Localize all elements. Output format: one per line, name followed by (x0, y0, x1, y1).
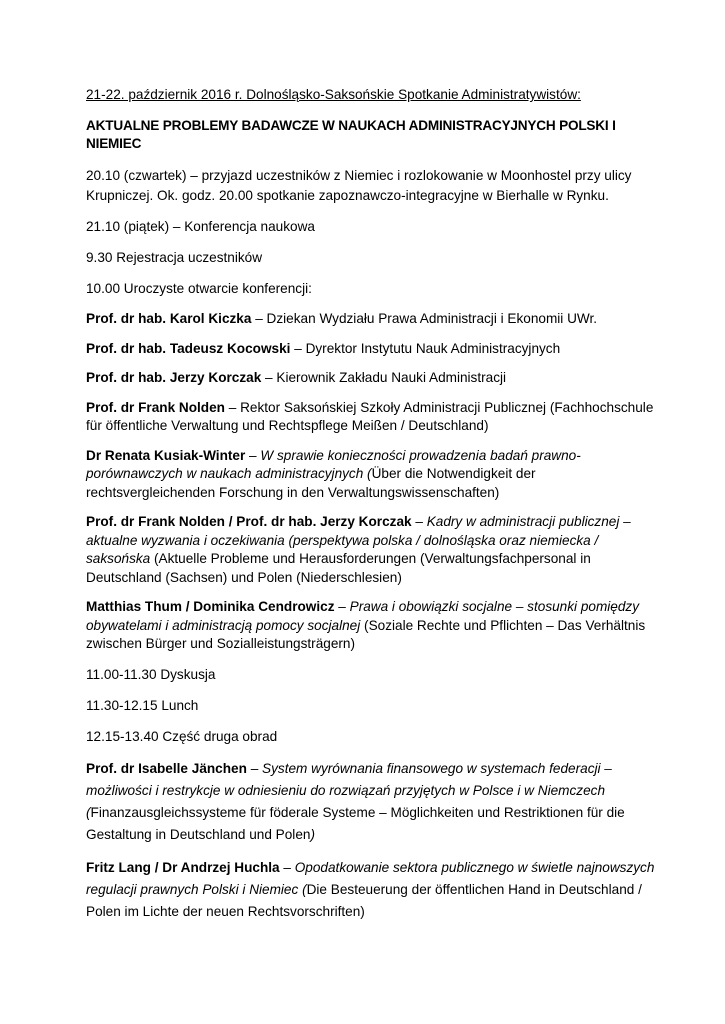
speaker-role: – Dyrektor Instytutu Nauk Administracyjnych (290, 340, 561, 356)
talk-author: Prof. dr Frank Nolden / Prof. dr hab. Jerzy Korczak (86, 514, 412, 529)
talk-dash: – (246, 760, 263, 776)
talk-dash: – (334, 599, 350, 614)
registration-line: 9.30 Rejestracja uczestników (86, 250, 263, 265)
arrival-paragraph: 20.10 (czwartek) – przyjazd uczestników z Niemiec i rozlokowanie w Moonhostel przy ulicy Krupniczej. Ok. godz. 20.00 spotkanie zapoznawczo-integracyjne w Bierhalle w Rynku. (86, 168, 632, 203)
speaker-name: Prof. dr hab. Jerzy Korczak (86, 370, 262, 385)
talk-author: Dr Renata Kusiak-Winter (86, 447, 246, 463)
talk-title-german: Finanzausgleichssysteme für föderale Systeme – Möglichkeiten und Restriktionen für die Gestaltung in Deutschland und Polen (86, 804, 625, 842)
speaker-role: – Rektor Saksońskiej Szkoły Administracji Publicznej (Fachhochschule für öffentliche Verwaltung und Rechtspflege Meißen / Deutschland) (86, 399, 654, 433)
opening-line: 10.00 Uroczyste otwarcie konferencji: (86, 281, 312, 296)
talk-title-german: Über die Notwendigkeit der rechtsvergleichenden Forschung in den Verwaltungswissenschaften) (86, 466, 536, 500)
talk-title-german: (Soziale Rechte und Pflichten – Das Verhältnis zwischen Bürger und Sozialleistungsträgern) (86, 617, 646, 651)
lunch-line: 11.30-12.15 Lunch (86, 697, 199, 713)
speaker-name: Prof. dr hab. Karol Kiczka (86, 311, 252, 326)
talk-title-polish: Prawa i obowiązki socjalne – stosunki pomiędzy obywatelami i administracją pomocy socjalnej (86, 599, 640, 633)
talk-dash: – (411, 514, 427, 529)
discussion-line: 11.00-11.30 Dyskusja (86, 666, 216, 682)
talk-author: Prof. dr Isabelle Jänchen (86, 760, 247, 776)
talk-entry (86, 598, 655, 654)
speaker-entry (86, 399, 655, 436)
talk-author: Fritz Lang / Dr Andrzej Huchla (86, 859, 280, 875)
talk-title-polish: Opodatkowanie sektora publicznego w świetle najnowszych regulacji prawnych Polski i Niemiec ( (86, 859, 655, 897)
talk-dash: – (279, 859, 295, 875)
conference-title: AKTUALNE PROBLEMY BADAWCZE W NAUKACH ADMINISTRACYJNYCH POLSKI I NIEMIEC (86, 118, 616, 151)
talk-title-german: (Aktuelle Probleme und Herausforderungen (Verwaltungsfachpersonal in Deutschland (Sachsen) und Polen (Niederschlesien) (86, 551, 591, 585)
speaker-role: – Kierownik Zakładu Nauki Administracji (261, 370, 507, 385)
talk-author: Matthias Thum / Dominika Cendrowicz (86, 599, 335, 614)
talk-title-polish: Kadry w administracji publicznej – aktualne wyzwania i oczekiwania (perspektywa polska / dolnośląska oraz niemiecka / saksońska (86, 514, 631, 566)
speaker-role: – Dziekan Wydziału Prawa Administracji i Ekonomii UWr. (251, 311, 598, 326)
conference-day-line: 21.10 (piątek) – Konferencja naukowa (86, 219, 315, 234)
talk-entry (86, 857, 655, 923)
talk-entry (86, 513, 655, 587)
talk-entry (86, 758, 655, 846)
talk-title-polish: System wyrównania finansowego w systemach federacji – możliwości i restrykcje w odniesieniu do rozwiązań przyjętych w Polsce i w Niemczech ( (86, 760, 612, 820)
date-heading: 21-22. październik 2016 r. Dolnośląsko-Saksońskie Spotkanie Administratywistów: (86, 87, 581, 102)
talk-title-polish: W sprawie konieczności prowadzenia badań prawno-porównawczych w naukach administracyjnych ( (86, 447, 581, 481)
speaker-entry (86, 340, 655, 359)
speaker-name: Prof. dr Frank Nolden (86, 399, 225, 415)
talk-title-german: Die Besteuerung der öffentlichen Hand in Deutschland / Polen im Lichte der neuen Rechtsvorschriften) (86, 881, 642, 919)
speaker-entry (86, 310, 655, 329)
speaker-name: Prof. dr hab. Tadeusz Kocowski (86, 340, 291, 356)
talk-entry (86, 447, 655, 503)
talk-dash: – (245, 447, 261, 463)
speaker-entry (86, 369, 655, 388)
second-part-line: 12.15-13.40 Część druga obrad (86, 728, 278, 744)
talk-close-paren: ) (310, 826, 315, 842)
